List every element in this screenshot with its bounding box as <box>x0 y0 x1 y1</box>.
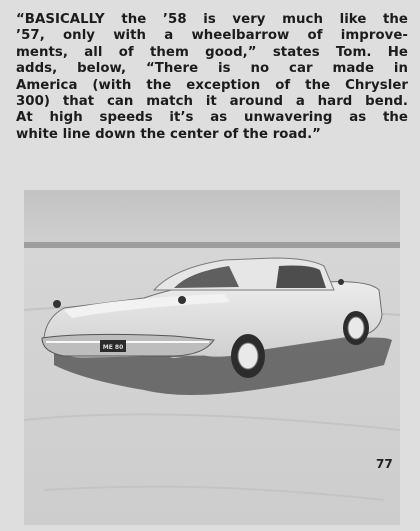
horizon-sea <box>24 242 400 248</box>
rear-hubcap <box>238 343 258 369</box>
quote-line: ’57, only with a wheelbarrow of improve- <box>16 28 408 44</box>
front-light <box>338 279 344 285</box>
quote-line: 300) that can match it around a hard bend. <box>16 94 408 110</box>
car-photo <box>24 190 400 525</box>
tail-light-right <box>178 296 186 304</box>
quote-line: adds, below, “There is no car made in <box>16 61 408 77</box>
quote-line: America (with the exception of the Chrysler <box>16 77 408 93</box>
rear-bumper <box>42 334 214 356</box>
license-plate-text: ME 80 <box>102 344 124 351</box>
sky <box>24 190 400 242</box>
article-quote <box>16 12 408 143</box>
tail-light-left <box>53 300 61 308</box>
quote-line: “BASICALLY the ’58 is very much like the <box>16 12 408 27</box>
quote-line: At high speeds it’s as unwavering as the <box>16 110 408 126</box>
front-hubcap <box>348 317 364 339</box>
quote-line: white line down the center of the road.” <box>16 126 321 142</box>
page-number: 77 <box>376 457 393 471</box>
car-illustration <box>24 190 400 525</box>
quote-line: ments, all of them good,” states Tom. He <box>16 44 408 60</box>
